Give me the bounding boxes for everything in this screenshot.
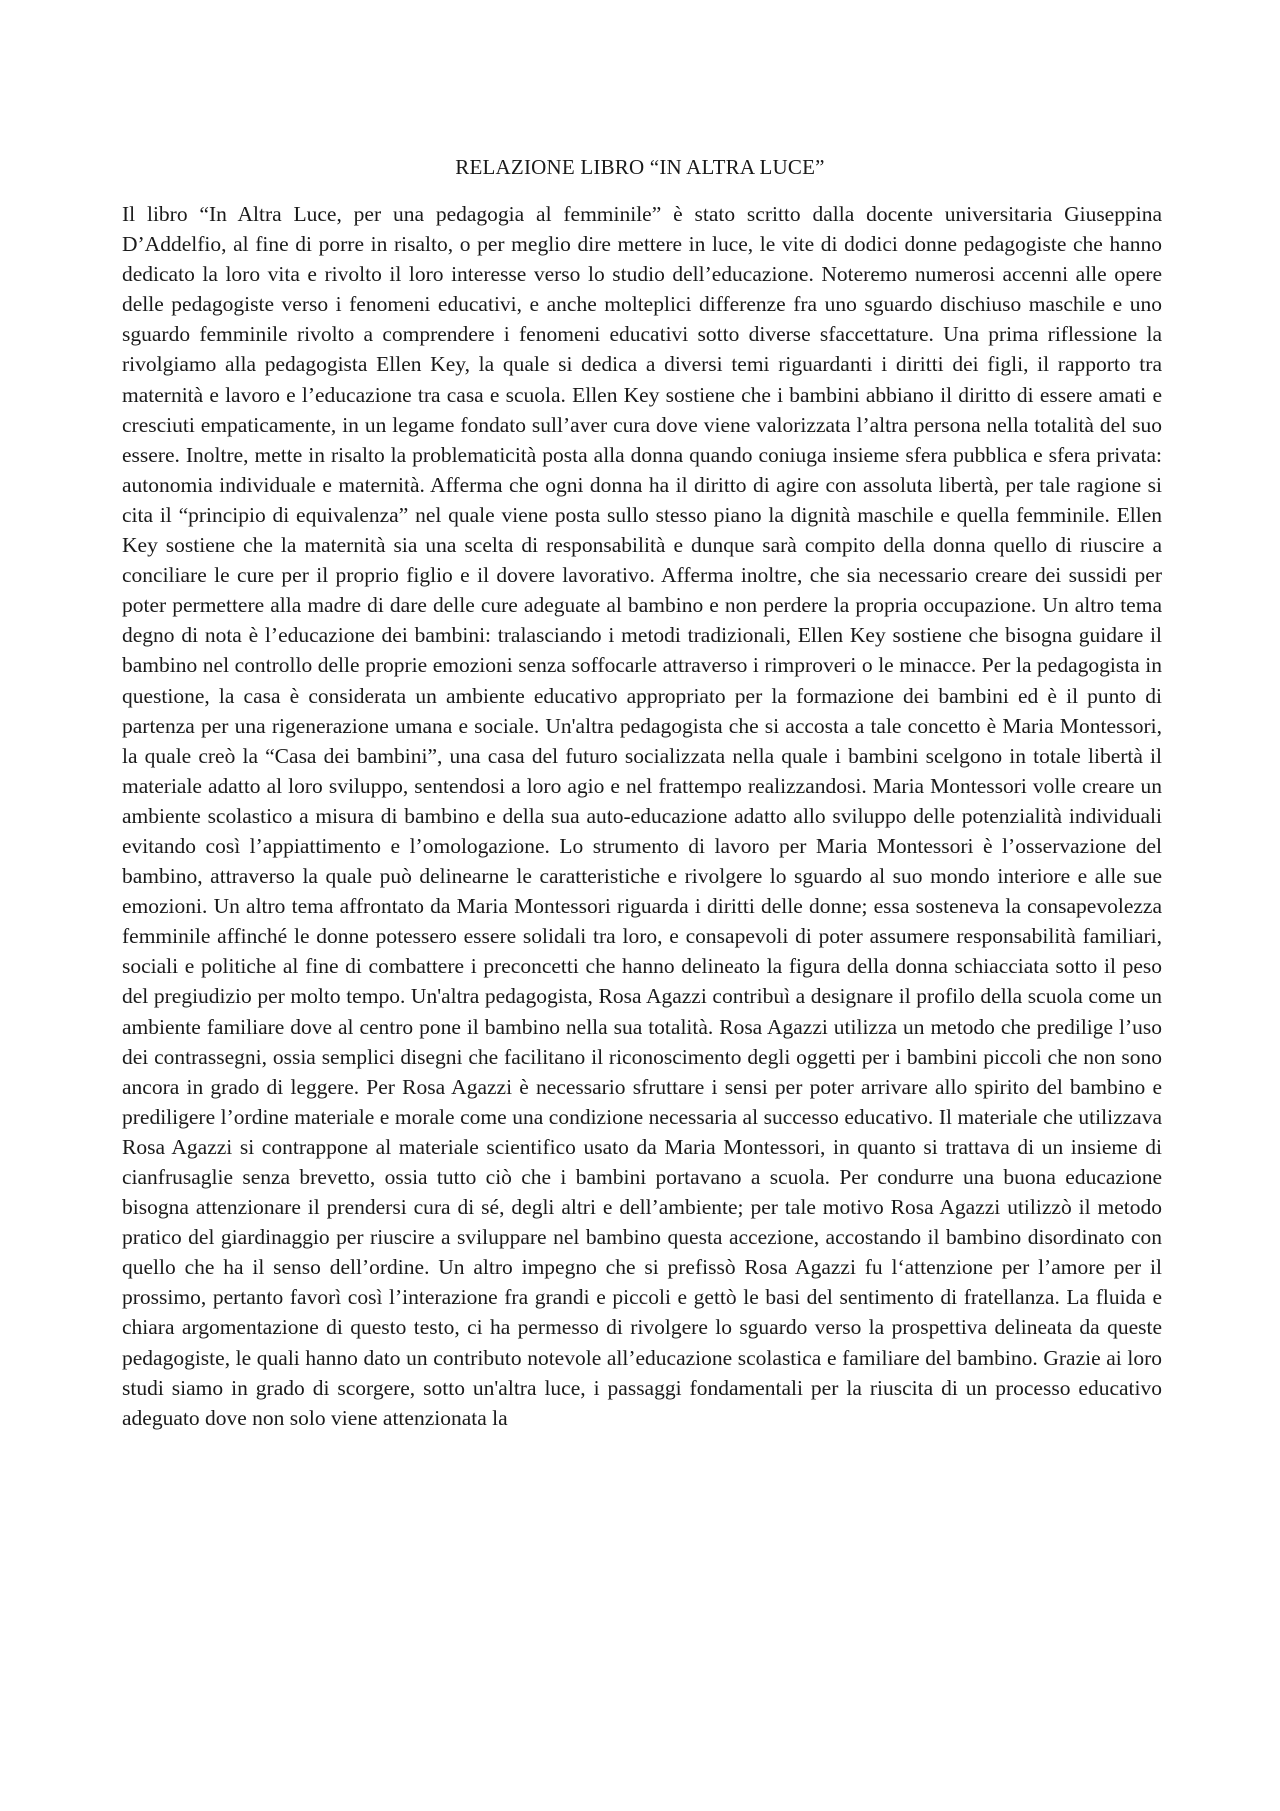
document-title: RELAZIONE LIBRO “IN ALTRA LUCE”	[455, 155, 825, 179]
document-body-paragraph: Il libro “In Altra Luce, per una pedagogia al femminile” è stato scritto dalla docente universitaria Giuseppina D’Addelfio, al fine di porre in risalto, o per meglio dire mettere in luce, le vite di dodici donne pedagogiste che hanno dedicato la loro vita e rivolto il loro interesse verso lo studio dell’educazione. Noteremo numerosi accenni alle opere delle pedagogiste verso i fenomeni educativi, e anche molteplici differenze fra uno sguardo dischiuso maschile e uno sguardo femminile rivolto a comprendere i fenomeni educativi sotto diverse sfaccettature. Una prima riflessione la rivolgiamo alla pedagogista Ellen Key, la quale si dedica a diversi temi riguardanti i diritti dei figli, il rapporto tra maternità e lavoro e l’educazione tra casa e scuola. Ellen Key sostiene che i bambini abbiano il diritto di essere amati e cresciuti empaticamente, in un legame fondato sull’aver cura dove viene valorizzata l’altra persona nella totalità del suo essere. Inoltre, mette in risalto la problematicità posta alla donna quando coniuga insieme sfera pubblica e sfera privata: autonomia individuale e maternità. Afferma che ogni donna ha il diritto di agire con assoluta libertà, per tale ragione si cita il “principio di equivalenza” nel quale viene posta sullo stesso piano la dignità maschile e quella femminile. Ellen Key sostiene che la maternità sia una scelta di responsabilità e dunque sarà compito della donna quello di riuscire a conciliare le cure per il proprio figlio e il dovere lavorativo. Afferma inoltre, che sia necessario creare dei sussidi per poter permettere alla madre di dare delle cure adeguate al bambino e non perdere la propria occupazione. Un altro tema degno di nota è l’educazione dei bambini: tralasciando i metodi tradizionali, Ellen Key sostiene che bisogna guidare il bambino nel controllo delle proprie emozioni senza soffocarle attraverso i rimproveri o le minacce. Per la pedagogista in questione, la casa è considerata un ambiente educativo appropriato per la formazione dei bambini ed è il punto di partenza per una rigenerazione umana e sociale. Un'altra pedagogista che si accosta a tale concetto è Maria Montessori, la quale creò la “Casa dei bambini”, una casa del futuro socializzata nella quale i bambini scelgono in totale libertà il materiale adatto al loro sviluppo, sentendosi a loro agio e nel frattempo realizzandosi. Maria Montessori volle creare un ambiente scolastico a misura di bambino e della sua auto-educazione adatto allo sviluppo delle potenzialità individuali evitando così l’appiattimento e l’omologazione. Lo strumento di lavoro per Maria Montessori è l’osservazione del bambino, attraverso la quale può delinearne le caratteristiche e rivolgere lo sguardo al suo mondo interiore e alle sue emozioni. Un altro tema affrontato da Maria Montessori riguarda i diritti delle donne; essa sosteneva la consapevolezza femminile affinché le donne potessero essere solidali tra loro, e consapevoli di poter assumere responsabilità familiari, sociali e politiche al fine di combattere i preconcetti che hanno delineato la figura della donna schiacciata sotto il peso del pregiudizio per molto tempo. Un'altra pedagogista, Rosa Agazzi contribuì a designare il profilo della scuola come un ambiente familiare dove al centro pone il bambino nella sua totalità. Rosa Agazzi utilizza un metodo che predilige l’uso dei contrassegni, ossia semplici disegni che facilitano il riconoscimento degli oggetti per i bambini piccoli che non sono ancora in grado di leggere. Per Rosa Agazzi è necessario sfruttare i sensi per poter arrivare allo spirito del bambino e prediligere l’ordine materiale e morale come una condizione necessaria al successo educativo. Il materiale che utilizzava Rosa Agazzi si contrappone al materiale scientifico usato da Maria Montessori, in quanto si trattava di un insieme di cianfrusaglie senza brevetto, ossia tutto ciò che i bambini portavano a scuola. Per condurre una buona educazione bisogna attenzionare il prendersi cura di sé, degli altri e dell’ambiente; per tale motivo Rosa Agazzi utilizzò il metodo pratico del giardinaggio per riuscire a sviluppare nel bambino questa accezione, accostando il bambino disordinato con quello che ha il senso dell’ordine. Un altro impegno che si prefissò Rosa Agazzi fu l‘attenzione per l’amore per il prossimo, pertanto favorì così l’interazione fra grandi e piccoli e gettò le basi del sentimento di fratellanza. La fluida e chiara argomentazione di questo testo, ci ha permesso di rivolgere lo sguardo verso la prospettiva delineata da queste pedagogiste, le quali hanno dato un contributo notevole all’educazione scolastica e familiare del bambino. Grazie ai loro studi siamo in grado di scorgere, sotto un'altra luce, i passaggi fondamentali per la riuscita di un processo educativo adeguato dove non solo viene attenzionata la	[122, 202, 1162, 1430]
